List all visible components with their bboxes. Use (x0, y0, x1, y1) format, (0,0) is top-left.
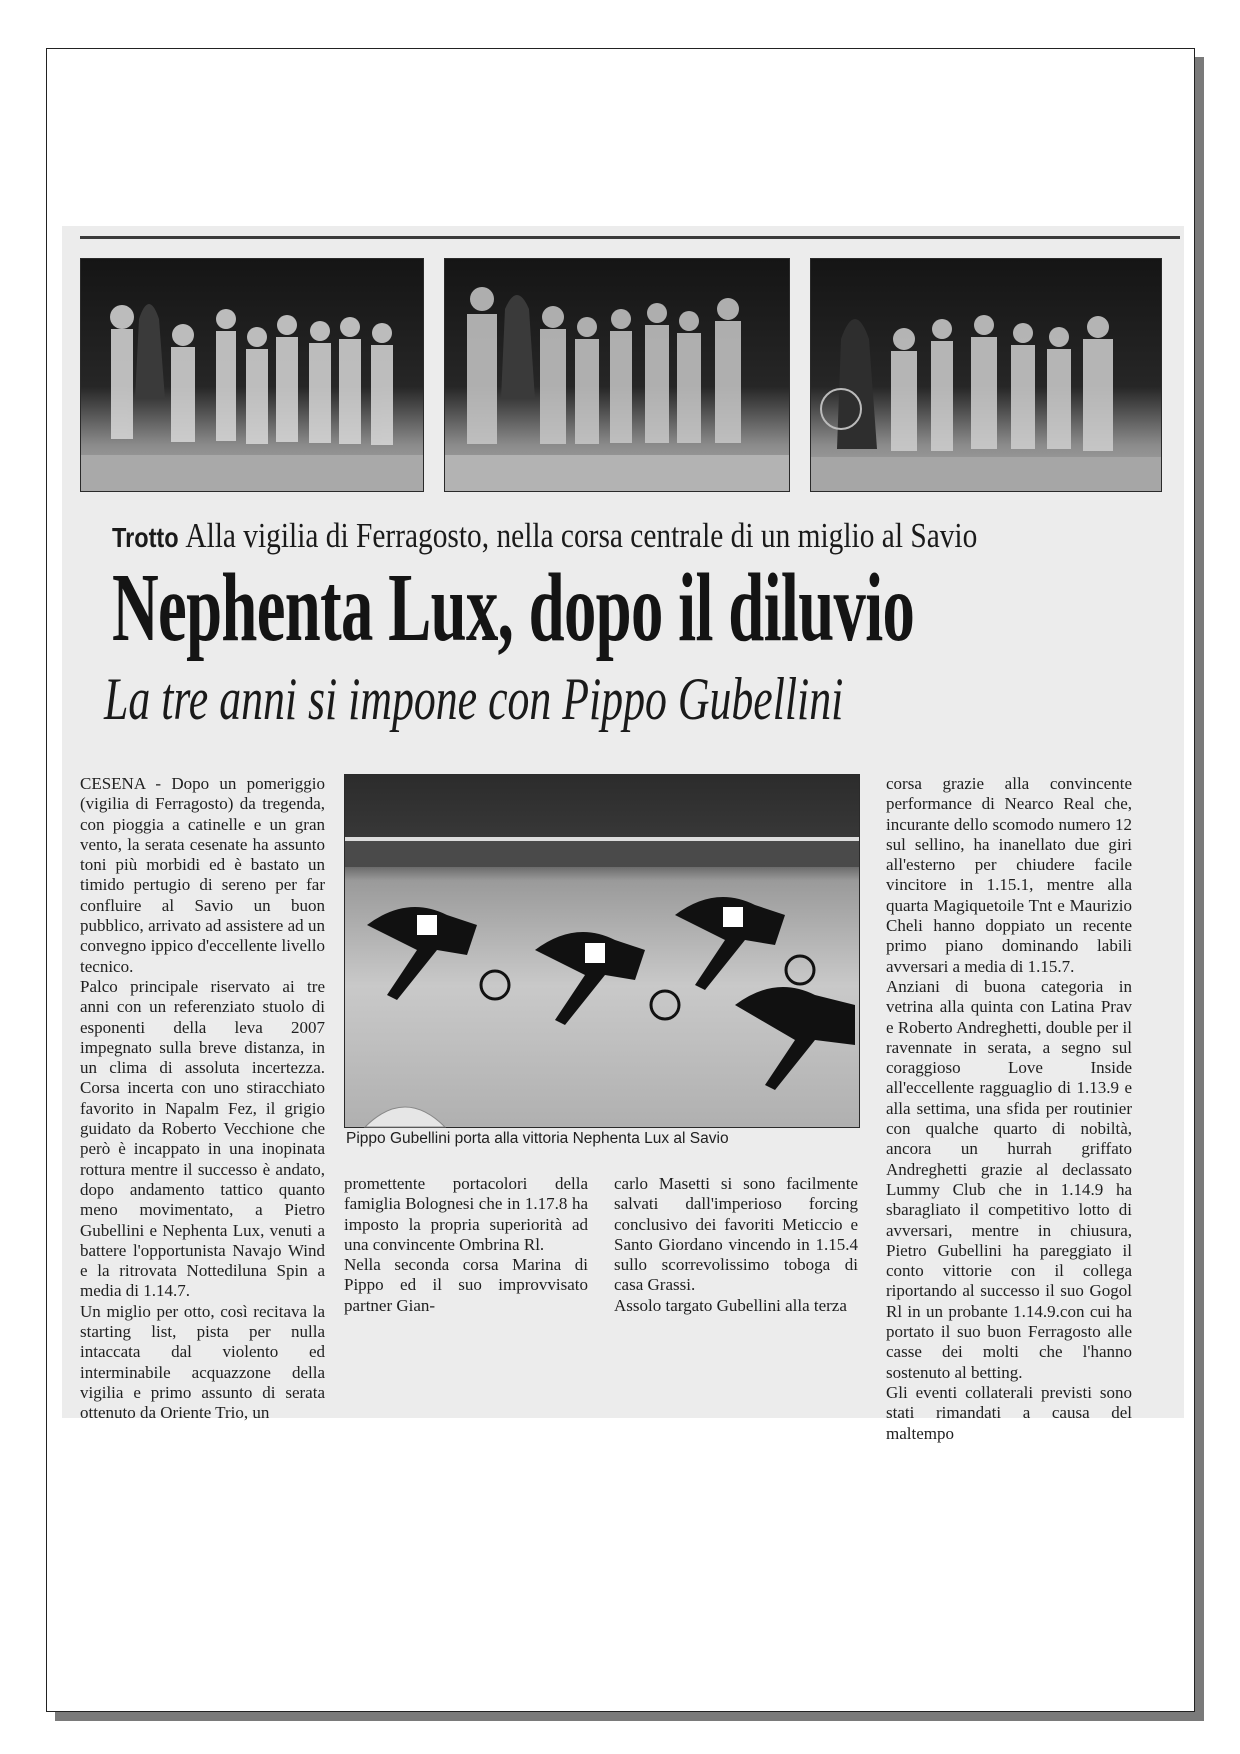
group-photo-icon (445, 259, 789, 491)
article-column-2 (344, 1174, 588, 1316)
paragraph: promettente portacolori della famiglia Bolognesi che in 1.17.8 ha imposto la propria superiorità ad una convincente Ombrina Rl. (344, 1174, 588, 1254)
paragraph: Palco principale riservato ai tre anni con un referenziato stuolo di esponenti della leva 2007 impegnato sulla breve distanza, in un clima di assoluta incertezza. Corsa incerta con uno stiracchiato favorito in Napalm Fez, il grigio guidato da Roberto Vecchione che però è incappato in una inopinata rottura mentre il successo è andato, dopo andamento tattico quanto meno movimentato, a Pietro Gubellini e Nephenta Lux, venuti a battere l'opportunista Navajo Wind e la ritrovata Nottediluna Spin a media di 1.14.7. (80, 976, 325, 1301)
headline: Nephenta Lux, dopo il diluvio (112, 554, 915, 662)
top-rule (80, 236, 1180, 239)
winners-photo-2 (444, 258, 790, 492)
paragraph: Un miglio per otto, così recitava la starting list, pista per nulla intaccata dal violento ed interminabile acquazzone della vigilia e primo assunto di serata ottenuto da Oriente Trio, un (80, 1301, 325, 1423)
paragraph: carlo Masetti si sono facilmente salvati dall'imperioso forcing conclusivo dei favoriti Meticcio e Santo Giordano vincendo in 1.15.4 sullo scorrevolissimo toboga di casa Grassi. (614, 1174, 858, 1295)
subheadline: La tre anni si impone con Pippo Gubellini (104, 666, 844, 732)
kicker-section: Trotto (112, 522, 179, 553)
group-photo-icon (811, 259, 1161, 491)
paragraph: Gli eventi collaterali previsti sono stati rimandati a causa del maltempo (886, 1382, 1132, 1443)
article-column-3 (614, 1174, 858, 1316)
article-column-4 (886, 774, 1132, 1444)
paragraph: CESENA - Dopo un pomeriggio (vigilia di Ferragosto) da tregenda, con pioggia a catinelle e un gran vento, la serata cesenate ha assunto toni più morbidi ed è bastato un timido pertugio di sereno per far confluire al Savio un buon pubblico, arrivato ad assistere ad un convegno ippico d'eccellente livello tecnico. (80, 774, 325, 976)
paragraph: Anziani di buona categoria in vetrina alla quinta con Latina Prav e Roberto Andreghetti, double per il ravennate in serata, a segno sul coraggioso Love Inside all'eccellente ragguaglio di 1.13.9 e alla settima, una sfida per routinier con qualche quarto di nobiltà, ancora un hurrah griffato Andreghetti grazie al declassato Lummy Club che in 1.14.9 ha sbaragliato il competitivo lotto di avversari, mentre in chiusura, Pietro Gubellini ha pareggiato il conto vittorie con il collega riportando al successo il suo Gogol Rl in un probante 1.14.9.con cui ha portato il suo buon Ferragosto alle casse dei molti che l'hanno sostenuto al betting. (886, 976, 1132, 1382)
photo-caption: Pippo Gubellini porta alla vittoria Nephenta Lux al Savio (346, 1130, 729, 1147)
winners-photo-3 (810, 258, 1162, 492)
kicker-text: Alla vigilia di Ferragosto, nella corsa centrale di un miglio al Savio (185, 516, 978, 555)
paragraph: Assolo targato Gubellini alla terza (614, 1295, 847, 1315)
winners-photo-1 (80, 258, 424, 492)
paragraph: corsa grazie alla convincente performance di Nearco Real che, incurante dello scomodo numero 12 sul sellino, ha inanellato due giri all'esterno per chiudere facile vincitore in 1.15.1, mentre alla quarta Magiquetoile Tnt e Maurizio Cheli hanno doppiato un recente primo piano dominando labili avversari a media di 1.15.7. (886, 774, 1132, 976)
kicker (112, 516, 1002, 556)
harness-race-photo-icon (345, 775, 859, 1127)
paragraph: Nella seconda corsa Marina di Pippo ed il suo improvvisato partner Gian- (344, 1255, 588, 1315)
newspaper-clipping (62, 226, 1184, 1443)
race-photo (344, 774, 860, 1128)
article-column-1 (80, 774, 325, 1424)
group-photo-icon (81, 259, 423, 491)
